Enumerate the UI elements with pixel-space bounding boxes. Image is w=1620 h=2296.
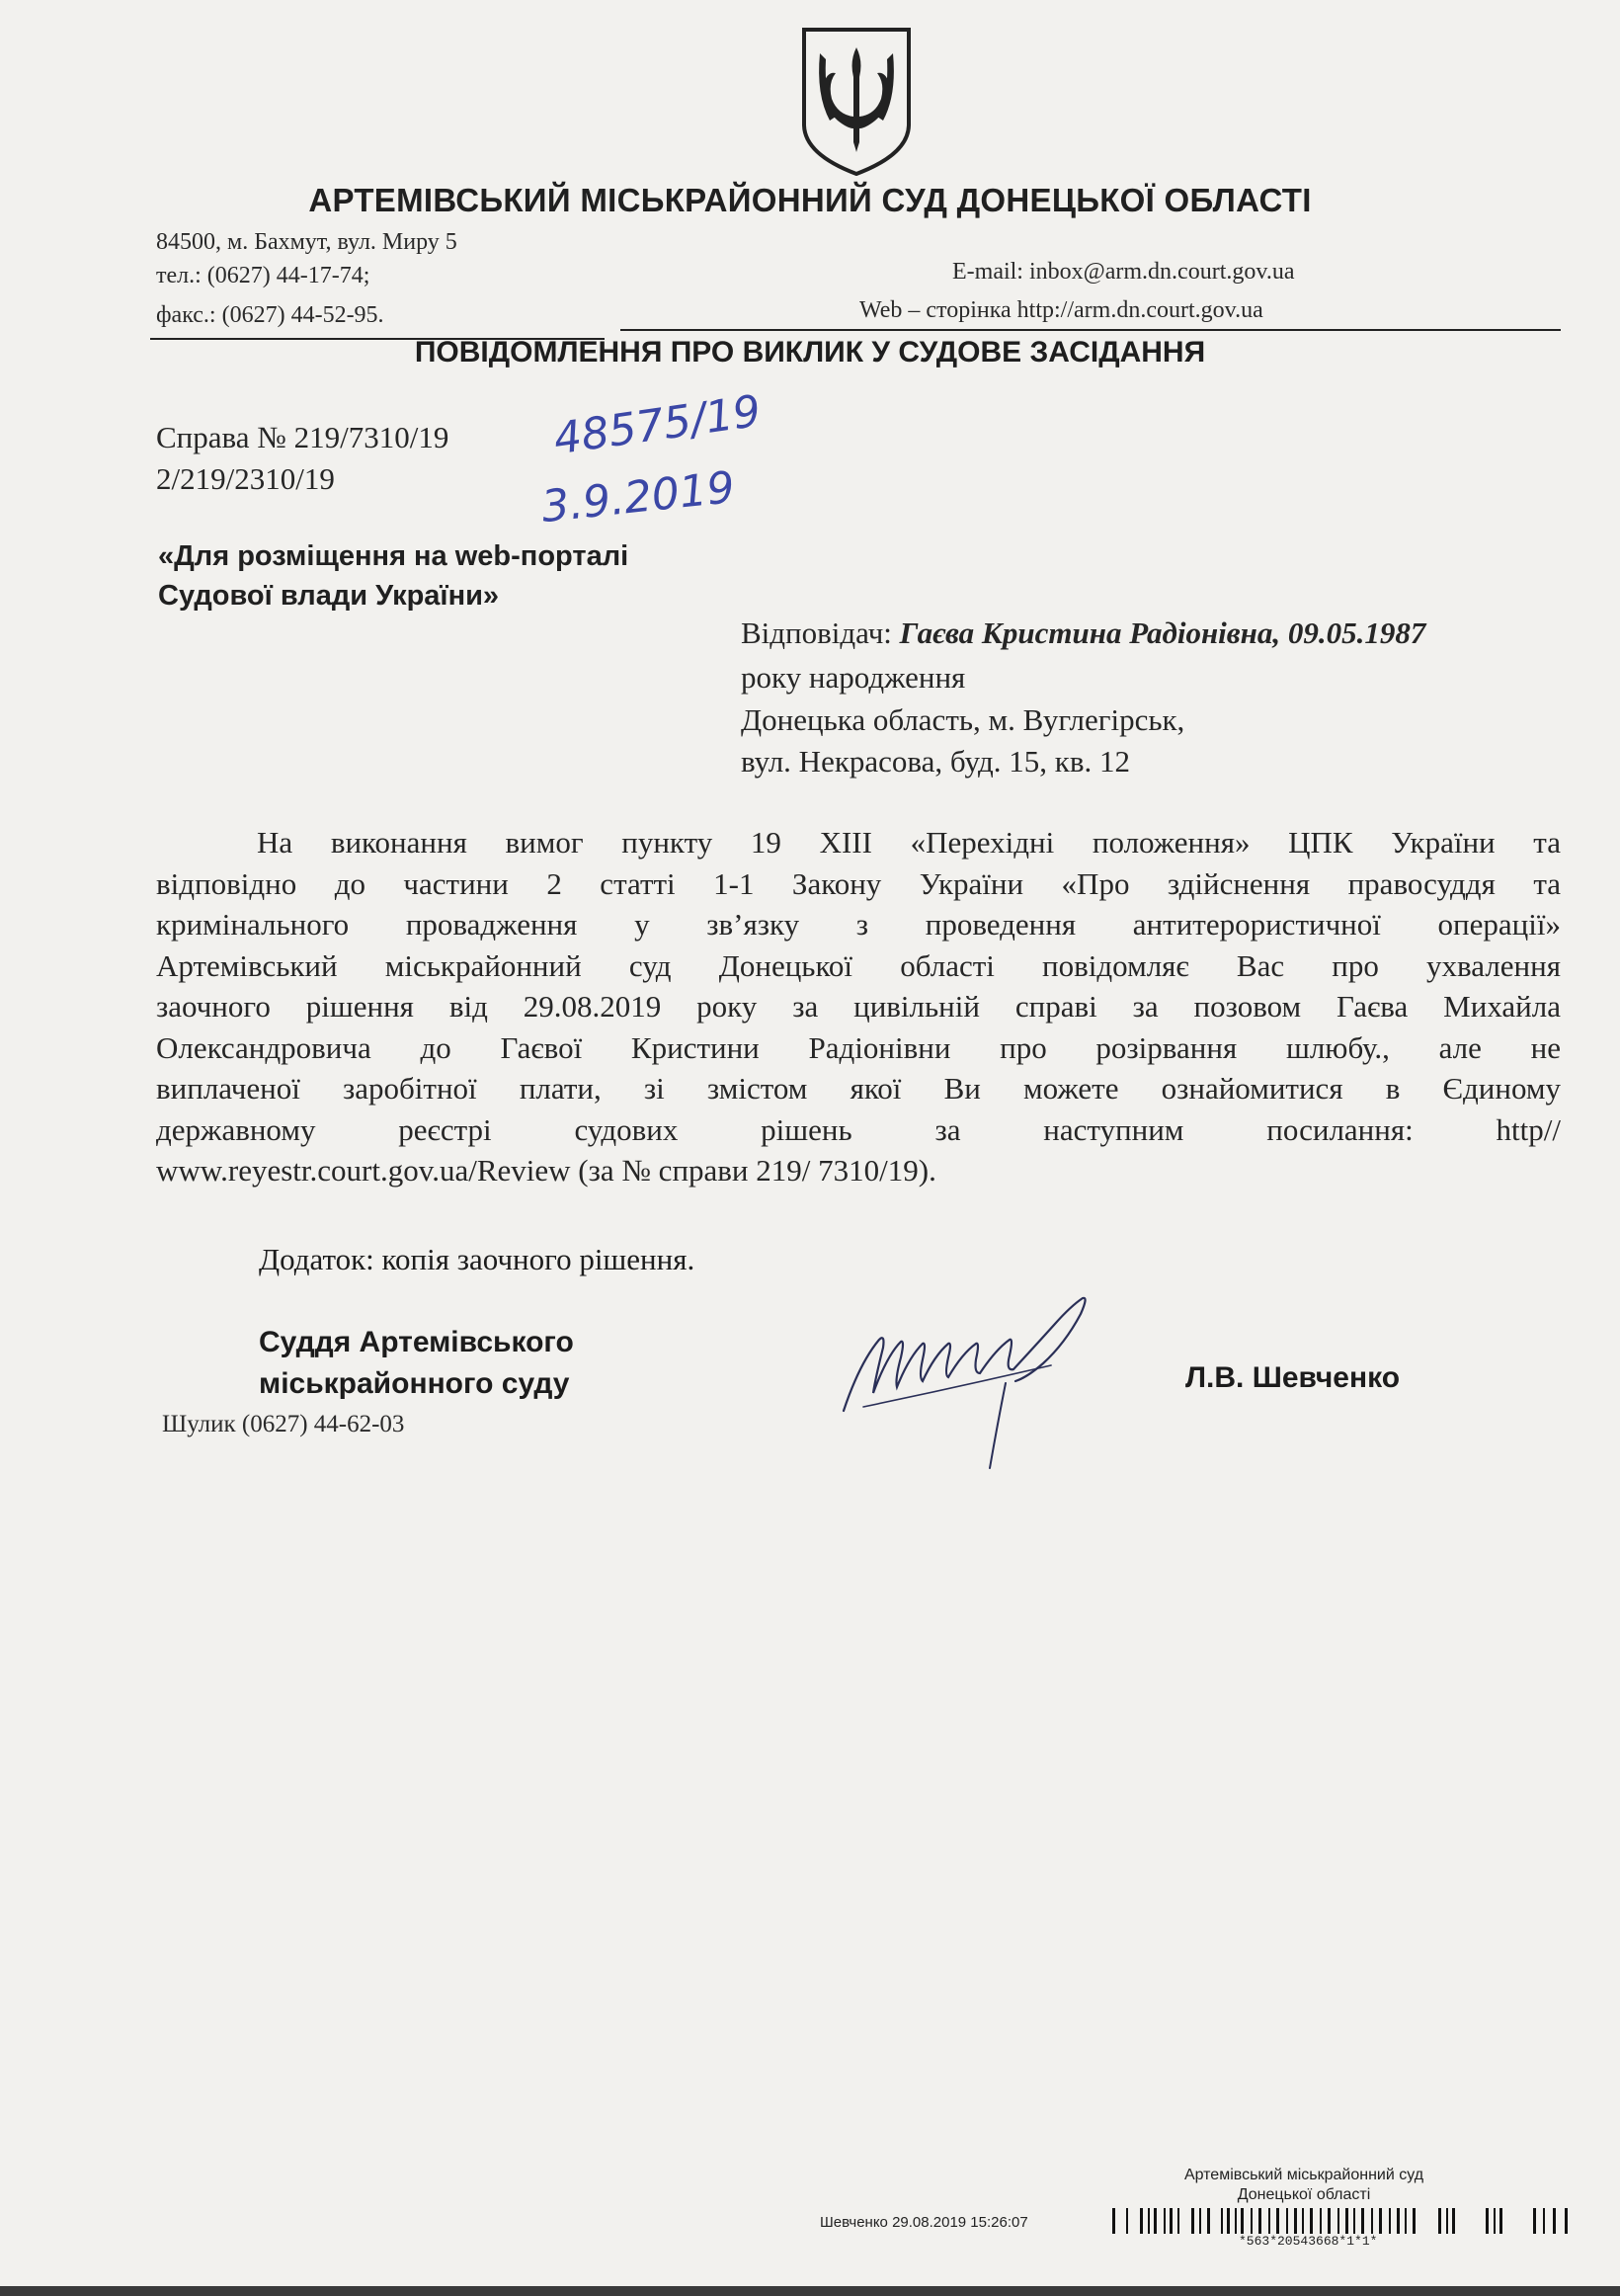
body-line: Олександровича до Гаєвої Кристини Радіонівни про розірвання шлюбу., але не bbox=[156, 1029, 1561, 1065]
court-website: Web – сторінка http://arm.dn.court.gov.ua bbox=[859, 297, 1263, 323]
judge-title-line2: міськрайонного суду bbox=[259, 1367, 570, 1400]
body-line: На виконання вимог пункту 19 XIII «Перехідні положення» ЦПК України та bbox=[257, 825, 1561, 860]
body-line: www.reyestr.court.gov.ua/Review (за № справи 219/ 7310/19). bbox=[156, 1153, 936, 1188]
notice-title: ПОВІДОМЛЕННЯ ПРО ВИКЛИК У СУДОВЕ ЗАСІДАННЯ bbox=[414, 336, 1206, 369]
web-portal-note-line2: Судової влади України» bbox=[158, 580, 500, 612]
court-fax: факс.: (0627) 44-52-95. bbox=[156, 302, 384, 328]
web-portal-note-line1: «Для розміщення на web-порталі bbox=[158, 540, 629, 572]
respondent-line2: року народження bbox=[741, 660, 966, 695]
addendum: Додаток: копія заочного рішення. bbox=[259, 1242, 695, 1276]
body-line: кримінального провадження у зв’язку з проведення антитерористичної операції» bbox=[156, 907, 1561, 942]
judge-title-line1: Суддя Артемівського bbox=[259, 1326, 574, 1358]
body-line: державному реєстрі судових рішень за наступним посилання: http// bbox=[156, 1111, 1561, 1147]
respondent-address-line1: Донецька область, м. Вуглегірськ, bbox=[741, 702, 1185, 737]
respondent-name: Гаєва Кристина Радіонівна, 09.05.1987 bbox=[899, 615, 1426, 650]
trident-emblem-icon bbox=[798, 26, 915, 176]
court-stamp bbox=[1106, 2166, 1501, 2205]
scan-bottom-edge bbox=[0, 2286, 1620, 2296]
court-name: АРТЕМІВСЬКИЙ МІСЬКРАЙОННИЙ СУД ДОНЕЦЬКОЇ ОБЛАСТІ bbox=[308, 182, 1312, 218]
respondent-label: Відповідач: bbox=[741, 615, 900, 650]
case-number: Справа № 219/7310/19 bbox=[156, 420, 449, 454]
header-divider-right bbox=[620, 329, 1561, 331]
stamp-court-line2: Донецької області bbox=[1237, 2186, 1371, 2203]
court-email: E-mail: inbox@arm.dn.court.gov.ua bbox=[952, 259, 1295, 285]
body-line: виплаченої заробітної плати, зі змістом якої Ви можете ознайомитися в Єдиному bbox=[156, 1071, 1561, 1106]
judge-name: Л.В. Шевченко bbox=[1185, 1361, 1401, 1394]
signature-image bbox=[840, 1284, 1126, 1472]
handwritten-registration-date: 3.9.2019 bbox=[538, 461, 738, 533]
case-number-secondary: 2/219/2310/19 bbox=[156, 461, 335, 496]
stamp-court-line1: Артемівський міськрайонний суд bbox=[1183, 2167, 1424, 2183]
barcode-image bbox=[1112, 2206, 1577, 2236]
body-line: Артемівський міськрайонний суд Донецької області повідомляє Вас про ухвалення bbox=[156, 947, 1561, 983]
barcode-number: *563*20543668*1*1* bbox=[1239, 2234, 1378, 2249]
court-phone: тел.: (0627) 44-17-74; bbox=[156, 263, 370, 288]
stamp-timestamp: Шевченко 29.08.2019 15:26:07 bbox=[820, 2214, 1028, 2231]
respondent-address-line2: вул. Некрасова, буд. 15, кв. 12 bbox=[741, 744, 1131, 779]
notice-body bbox=[156, 822, 1561, 1191]
court-address: 84500, м. Бахмут, вул. Миру 5 bbox=[156, 229, 457, 255]
respondent-line1 bbox=[741, 615, 1425, 651]
body-line: відповідно до частини 2 статті 1-1 Закону України «Про здійснення правосуддя та bbox=[156, 865, 1561, 901]
handwritten-registration-number: 48575/19 bbox=[550, 385, 765, 465]
body-line: заочного рішення від 29.08.2019 року за цивільній справі за позовом Гаєва Михайла bbox=[156, 989, 1561, 1024]
executor-contact: Шулик (0627) 44-62-03 bbox=[162, 1411, 405, 1437]
